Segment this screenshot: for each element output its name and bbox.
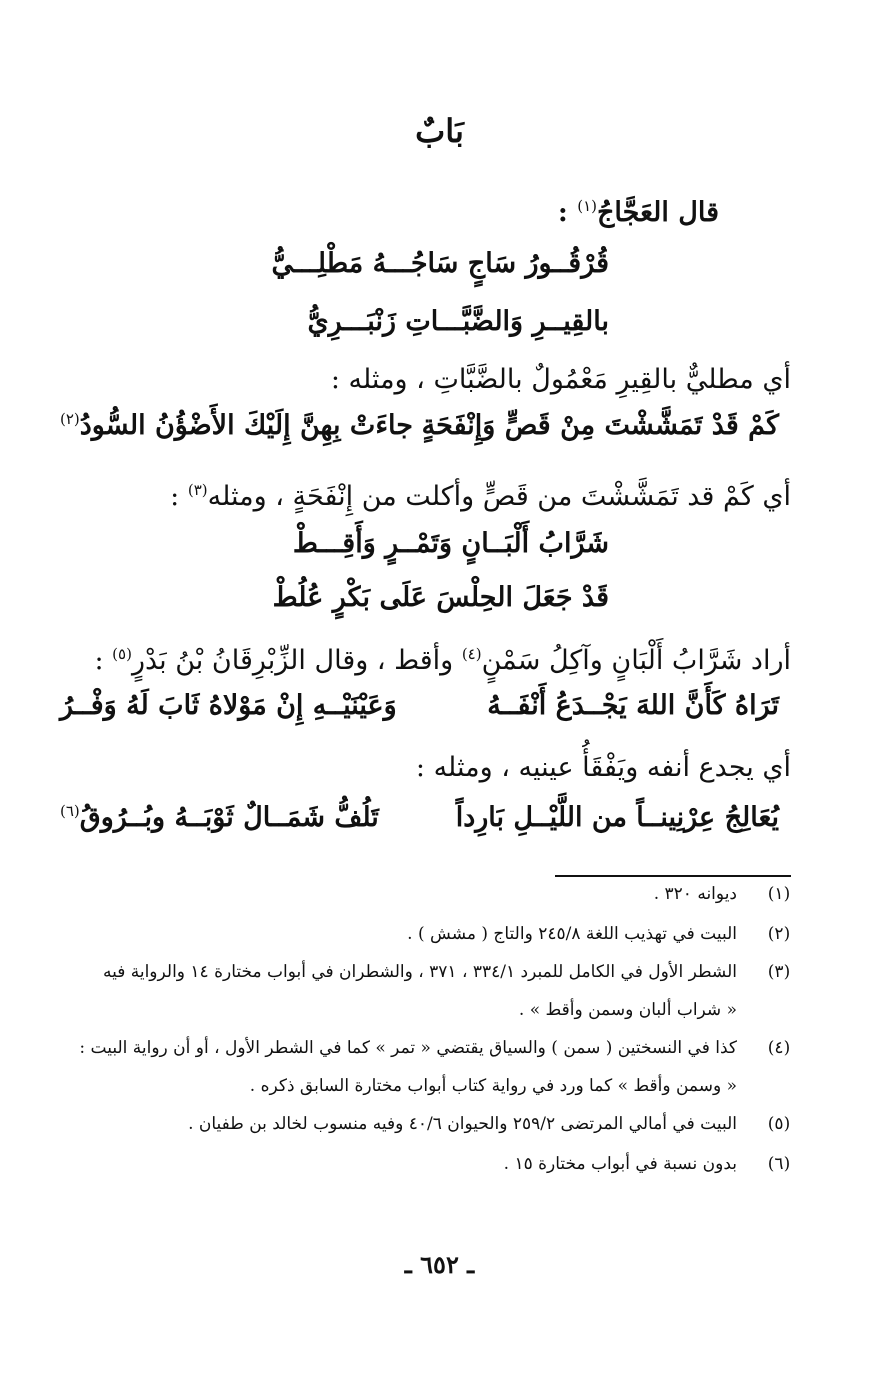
prose-text: أراد شَرَّابُ أَلْبَانٍ وآكِلُ سَمْنٍ [481, 645, 791, 676]
prose-line [60, 634, 791, 681]
verse-line: قُرْقُــورُ سَاجٍ سَاجُـــهُ مَطْلِـــيُّ [271, 248, 609, 279]
intro-text: قال العَجَّاجُ [597, 197, 719, 228]
footnote-divider [555, 875, 791, 877]
footnote-text: « وسمن وأقط » كما ورد في رواية كتاب أبواب مختارة السابق ذكره . [249, 1076, 737, 1096]
footnote-text: البيت في أمالي المرتضى ٢٥٩/٢ والحيوان ٤٠/٦ وفيه منسوب لخالد بن طفيان . [188, 1114, 737, 1134]
chapter-title: بَابٌ [415, 112, 464, 150]
verse-line: شَرَّابُ أَلْبَــانٍ وَتَمْــرٍ وَأَقِـــطْ [292, 528, 609, 559]
footnote-ref: (٥) [112, 645, 132, 663]
couplet-second-hemistich: وَعَيْنَيْــهِ إِنْ مَوْلاهُ ثَابَ لَهُ وَفْــرُ [60, 690, 397, 721]
footnote-number: (٤) [767, 1038, 791, 1058]
prose-line: أي مطليٌّ بالقِيرِ مَعْمُولٌ بالضَّبَّاتِ ، ومثله : [330, 364, 791, 395]
intro-line [60, 186, 719, 233]
prose-line: أي يجدع أنفه ويَفْقَأُ عينيه ، ومثله : [415, 752, 791, 783]
couplet-first-hemistich: يُعَالِجُ عِرْنِينــاً من اللَّيْــلِ بَارِداً [455, 802, 779, 833]
footnote-text: البيت في تهذيب اللغة ٢٤٥/٨ والتاج ( مشش ) . [407, 924, 737, 944]
prose-text: وأقط ، وقال الزِّبْرِقَانُ بْنُ بَدْرٍ [131, 645, 462, 676]
couplet [60, 410, 779, 454]
footnote-text: كذا في النسختين ( سمن ) والسياق يقتضي « تمر » كما في الشطر الأول ، أو أن رواية البيت : [79, 1038, 737, 1058]
footnote-number: (٣) [767, 962, 791, 982]
footnote-text: الشطر الأول في الكامل للمبرد ٣٣٤/١ ، ٣٧١ ، والشطران في أبواب مختارة ١٤ والرواية فيه [102, 962, 737, 982]
hemistich-text: تَلُفُّ شَمَــالٌ ثَوْبَــهُ وبُــرُوقُ [79, 802, 379, 833]
footnote-ref: (٤) [461, 645, 482, 663]
prose-colon: : [170, 481, 188, 512]
intro-colon: : [557, 197, 578, 228]
prose-line [60, 470, 791, 517]
footnote-ref: (١) [577, 197, 597, 215]
page-number: ـ ٦٥٢ ـ [404, 1250, 475, 1279]
prose-text: أي كَمْ قد تَمَشَّشْتَ من قَصٍّ وأكلت من إِنْفَحَةٍ ، ومثله [207, 481, 791, 512]
footnote-ref: (٣) [187, 481, 208, 499]
footnote-text: « شراب ألبان وسمن وأقط » . [518, 1000, 737, 1020]
couplet-first-hemistich: كَمْ قَدْ تَمَشَّشْتَ مِنْ قَصٍّ وَإِنْفَحَةٍ [421, 410, 779, 441]
verse-line: قَدْ جَعَلَ الحِلْسَ عَلَى بَكْرٍ عُلُطْ [272, 582, 609, 613]
footnote-number: (١) [767, 884, 791, 904]
hemistich-text: جاءَتْ بِهِنَّ إِلَيْكَ الأَضْؤُنُ السُّودُ [79, 410, 413, 441]
prose-colon: : [94, 645, 113, 676]
footnote-text: بدون نسبة في أبواب مختارة ١٥ . [503, 1154, 737, 1174]
footnote-number: (٥) [767, 1114, 791, 1134]
couplet-second-hemistich [60, 410, 413, 441]
footnote-number: (٦) [767, 1154, 791, 1174]
couplet [60, 690, 779, 734]
footnote-number: (٢) [767, 924, 791, 944]
footnote-ref: (٢) [60, 410, 80, 428]
footnote-text: ديوانه ٣٢٠ . [653, 884, 737, 904]
couplet [60, 802, 779, 846]
footnote-ref: (٦) [60, 802, 80, 820]
couplet-first-hemistich: تَرَاهُ كَأَنَّ اللهَ يَجْــدَعُ أَنْفَــهُ [487, 690, 779, 721]
couplet-second-hemistich [60, 802, 379, 833]
verse-line: بالقِيــرِ وَالضَّبَّـــاتِ زَنْبَـــرِيُّ [307, 306, 609, 337]
